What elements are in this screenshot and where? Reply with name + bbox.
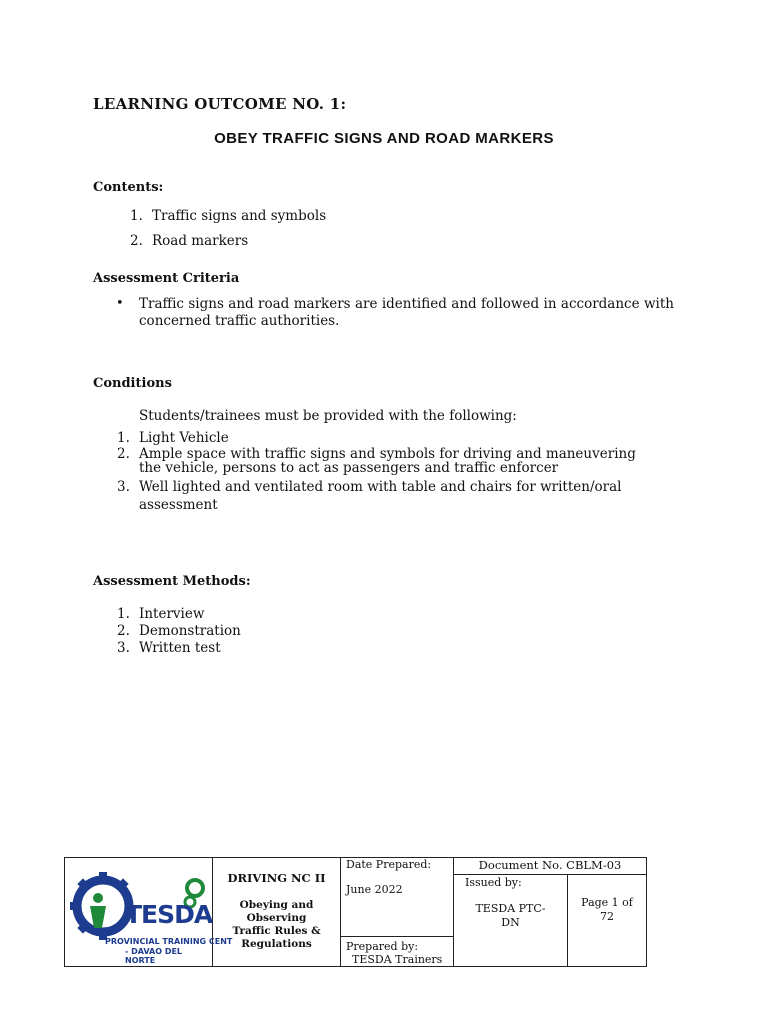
page-number-cell [568,875,647,967]
logo-cell [65,858,233,967]
prepared-by-value: TESDA Trainers [352,953,443,966]
assessment-criteria-heading: Assessment Criteria [93,271,240,286]
date-prepared-value: June 2022 [346,883,403,896]
qualification-title: DRIVING NC II [227,871,326,885]
page-number: Page 1 of 72 [581,896,633,923]
logo-line2: - DAVAO DEL NORTE [125,947,183,965]
document-number-cell [454,858,647,875]
methods-list [117,606,241,657]
issued-by-cell [454,875,568,967]
assessment-methods-heading: Assessment Methods: [93,574,251,589]
document-number: Document No. CBLM-03 [478,858,622,872]
list-item: 2. Demonstration [117,623,241,639]
issued-by-value: TESDA PTC-DN [475,902,546,929]
criteria-text: Traffic signs and road markers are identified and followed in accordance with concerned traffic authorities. [139,296,674,329]
prepared-by-cell [341,937,454,967]
prepared-by-label: Prepared by: [346,940,419,953]
contents-list [130,204,327,254]
conditions-list [117,430,649,514]
logo-line1: PROVINCIAL TRAINING CENT [105,937,233,946]
page-title: OBEY TRAFFIC SIGNS AND ROAD MARKERS [214,130,554,147]
date-prepared-label: Date Prepared: [346,858,432,871]
conditions-intro: Students/trainees must be provided with the following: [139,408,517,424]
list-item: 2. Ample space with traffic signs and symbols for driving and maneuvering the vehicle, persons to act as passengers and traffic enforcer [117,445,636,476]
list-item: 3. Written test [117,640,221,656]
date-prepared-cell [341,858,454,937]
document-footer-table [64,857,647,967]
list-item: 1. Interview [117,606,205,622]
module-title: Obeying and Observing Traffic Rules & Regulations [232,899,321,950]
logo-wordmark: TESDA [125,900,213,929]
bullet-icon: • [116,296,124,311]
list-item: 1. Light Vehicle [117,430,229,446]
list-item: 2. Road markers [130,233,249,249]
contents-heading: Contents: [93,180,164,195]
tesda-logo [65,858,233,966]
list-item: 1. Traffic signs and symbols [130,208,327,224]
conditions-heading: Conditions [93,376,172,391]
qualification-cell [213,858,341,967]
issued-by-label: Issued by: [465,876,522,889]
learning-outcome-heading: LEARNING OUTCOME NO. 1: [93,95,347,113]
list-item: 3. Well lighted and ventilated room with table and chairs for written/oral assessment [117,478,622,513]
